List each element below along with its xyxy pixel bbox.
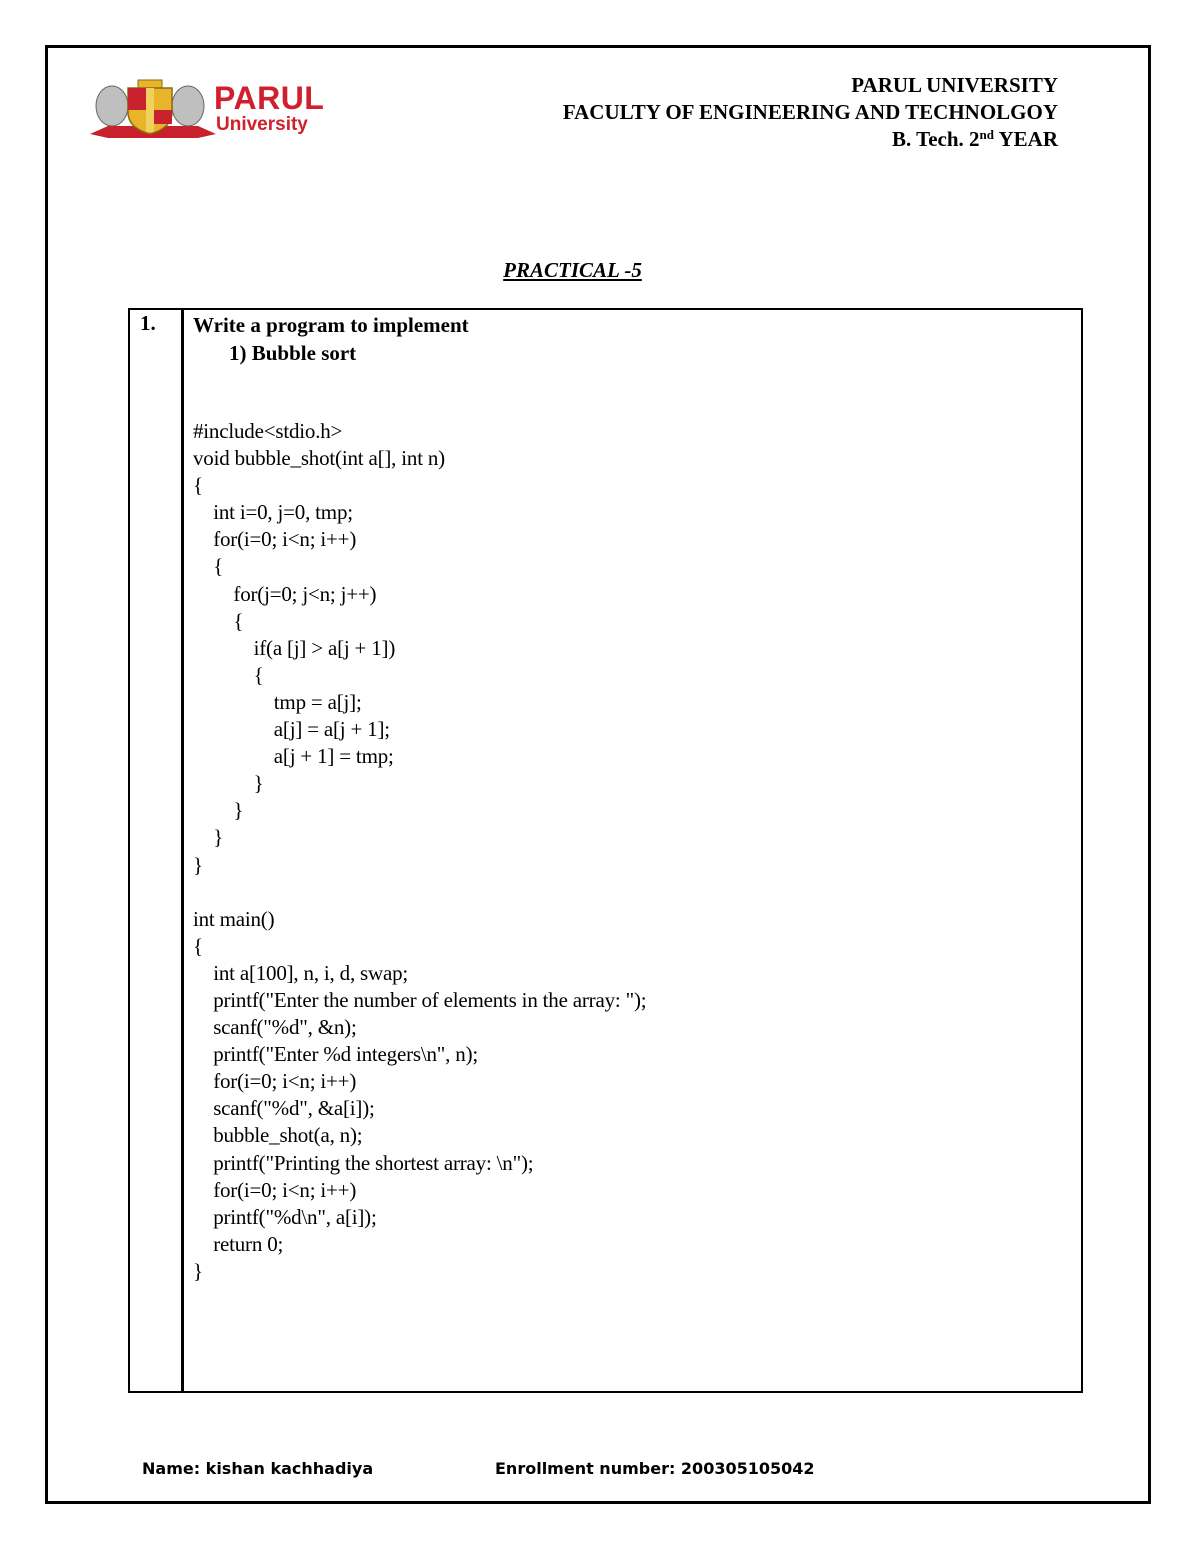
code-listing: #include<stdio.h> void bubble_shot(int a[], int n) { int i=0, j=0, tmp; for(i=0; i<n; i++) { for(j=0; j<n; j++) { if(a [j] > a[j + 1]) { tmp = a[j]; a[j] = a[j + 1]; a[j + 1] = tmp; } } } } int main() { int a[100], n, i, d, swap; printf("Enter the number of elements in the array: "); scanf("%d", &n); printf("Enter %d integers\n", n); for(i=0; i<n; i++) scanf("%d", &a[i]); bubble_shot(a, n); printf("Printing the shortest array: \n"); for(i=0; i<n; i++) printf("%d\n", a[i]); return 0; } (193, 419, 647, 1283)
year-line (563, 126, 1058, 153)
year-prefix: B. Tech. 2 (892, 127, 980, 151)
question-subitem: 1) Bubble sort (229, 341, 357, 365)
document-header (563, 72, 1058, 153)
logo-name: PARUL (214, 80, 325, 116)
student-name: Name: kishan kachhadiya (142, 1459, 374, 1478)
question-text-block (193, 311, 469, 367)
enrollment-number: Enrollment number: 200305105042 (495, 1459, 815, 1478)
question-text: Write a program to implement (193, 313, 469, 337)
column-divider (181, 308, 184, 1393)
year-superscript: nd (979, 127, 995, 142)
logo-subtitle: University (216, 114, 308, 135)
year-suffix: YEAR (994, 127, 1058, 151)
practical-title: PRACTICAL -5 (503, 258, 642, 282)
faculty-name: FACULTY OF ENGINEERING AND TECHNOLGOY (562, 100, 1058, 124)
question-number: 1. (140, 311, 156, 335)
university-name: PARUL UNIVERSITY (851, 73, 1058, 97)
